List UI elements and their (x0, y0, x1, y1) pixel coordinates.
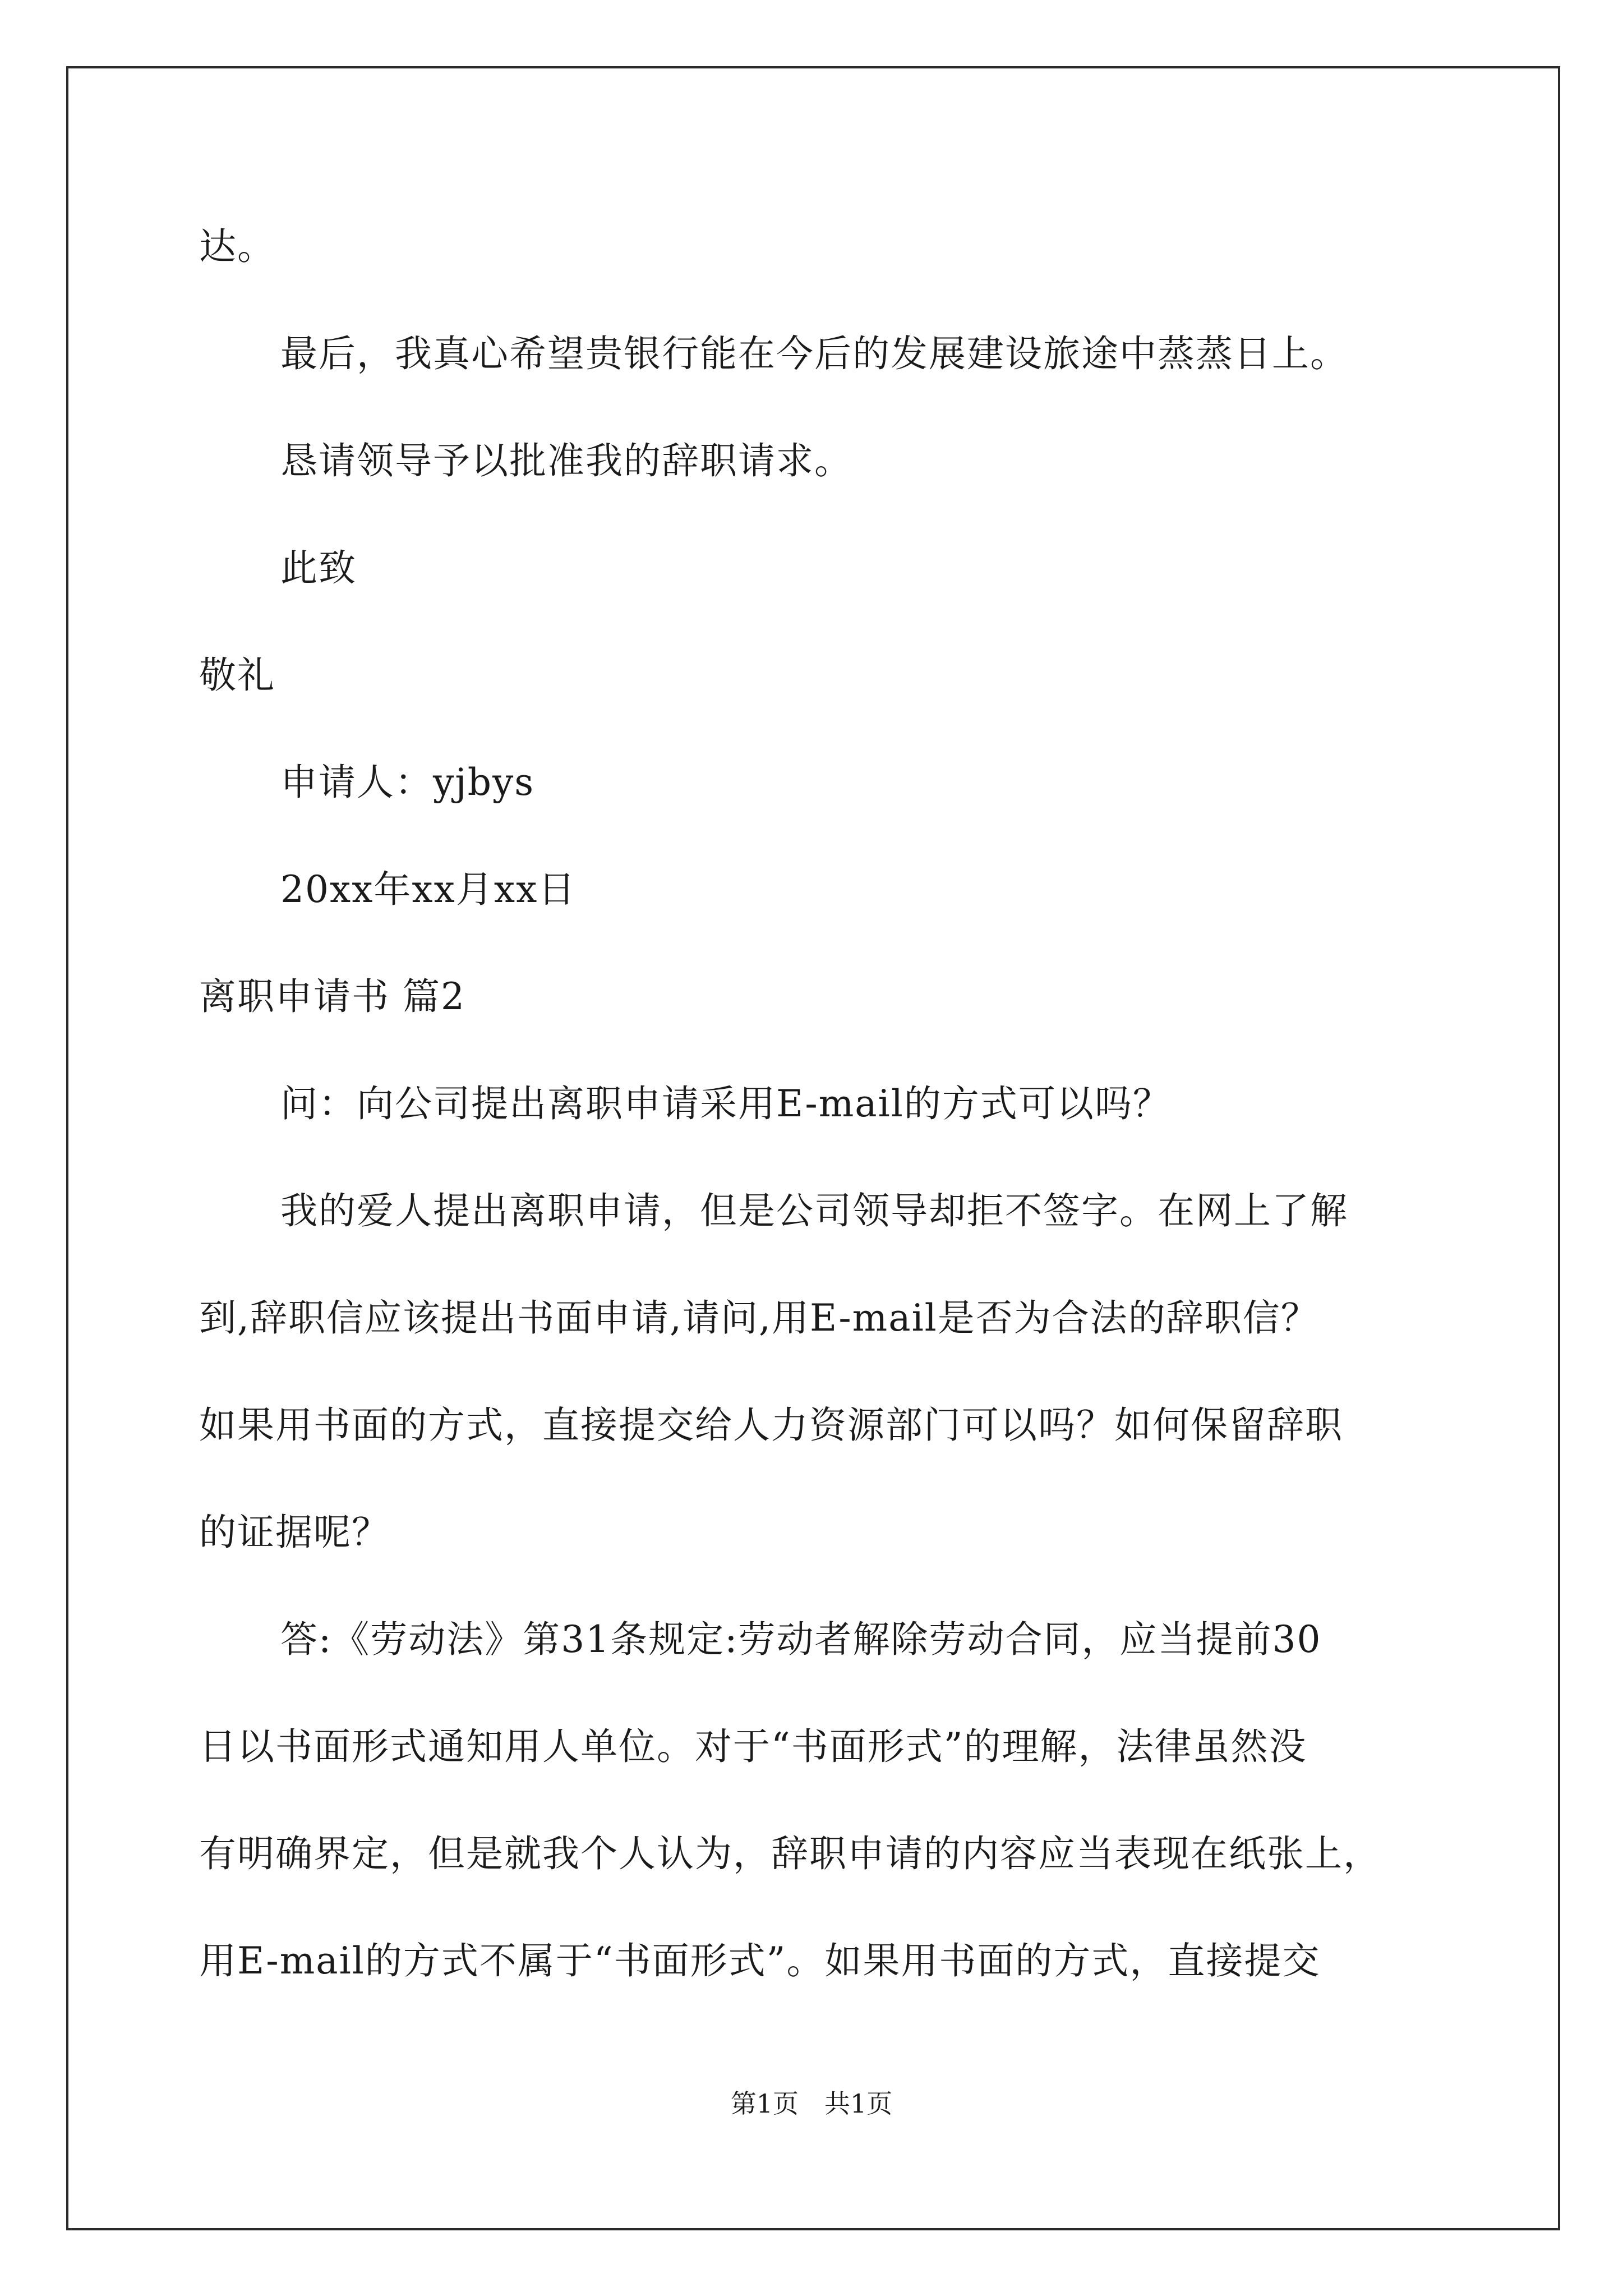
text-line: 答:《劳动法》第31条规定:劳动者解除劳动合同，应当提前30 (280, 1618, 1322, 1661)
text-line: 如果用书面的方式，直接提交给人力资源部门可以吗？如何保留辞职 (199, 1404, 1343, 1447)
text-line: 我的爱人提出离职申请，但是公司领导却拒不签字。在网上了解 (280, 1189, 1348, 1232)
text-line: 达。 (199, 225, 275, 268)
text-line: 敬礼 (199, 654, 275, 697)
text-line: 恳请领导予以批准我的辞职请求。 (280, 439, 852, 482)
text-line: 日以书面形式通知用人单位。对于“书面形式”的理解，法律虽然没 (199, 1725, 1307, 1768)
text-line: 问：向公司提出离职申请采用E-mail的方式可以吗？ (280, 1082, 1171, 1125)
text-line: 此致 (280, 546, 357, 590)
text-line: 最后，我真心希望贵银行能在今后的发展建设旅途中蒸蒸日上。 (280, 332, 1348, 375)
page-number-footer: 第1页 共1页 (730, 2088, 893, 2119)
text-line: 有明确界定，但是就我个人认为，辞职申请的内容应当表现在纸张上， (199, 1832, 1381, 1875)
section-heading: 离职申请书 篇2 (199, 975, 465, 1018)
text-line: 到,辞职信应该提出书面申请,请问,用E-mail是否为合法的辞职信？ (199, 1296, 1319, 1340)
text-line: 20xx年xx月xx日 (280, 868, 577, 911)
text-line: 的证据呢？ (199, 1511, 390, 1554)
text-line: 申请人：yjbys (280, 761, 535, 804)
text-line: 用E-mail的方式不属于“书面形式”。如果用书面的方式，直接提交 (199, 1939, 1321, 1982)
page-border (66, 66, 1560, 2230)
